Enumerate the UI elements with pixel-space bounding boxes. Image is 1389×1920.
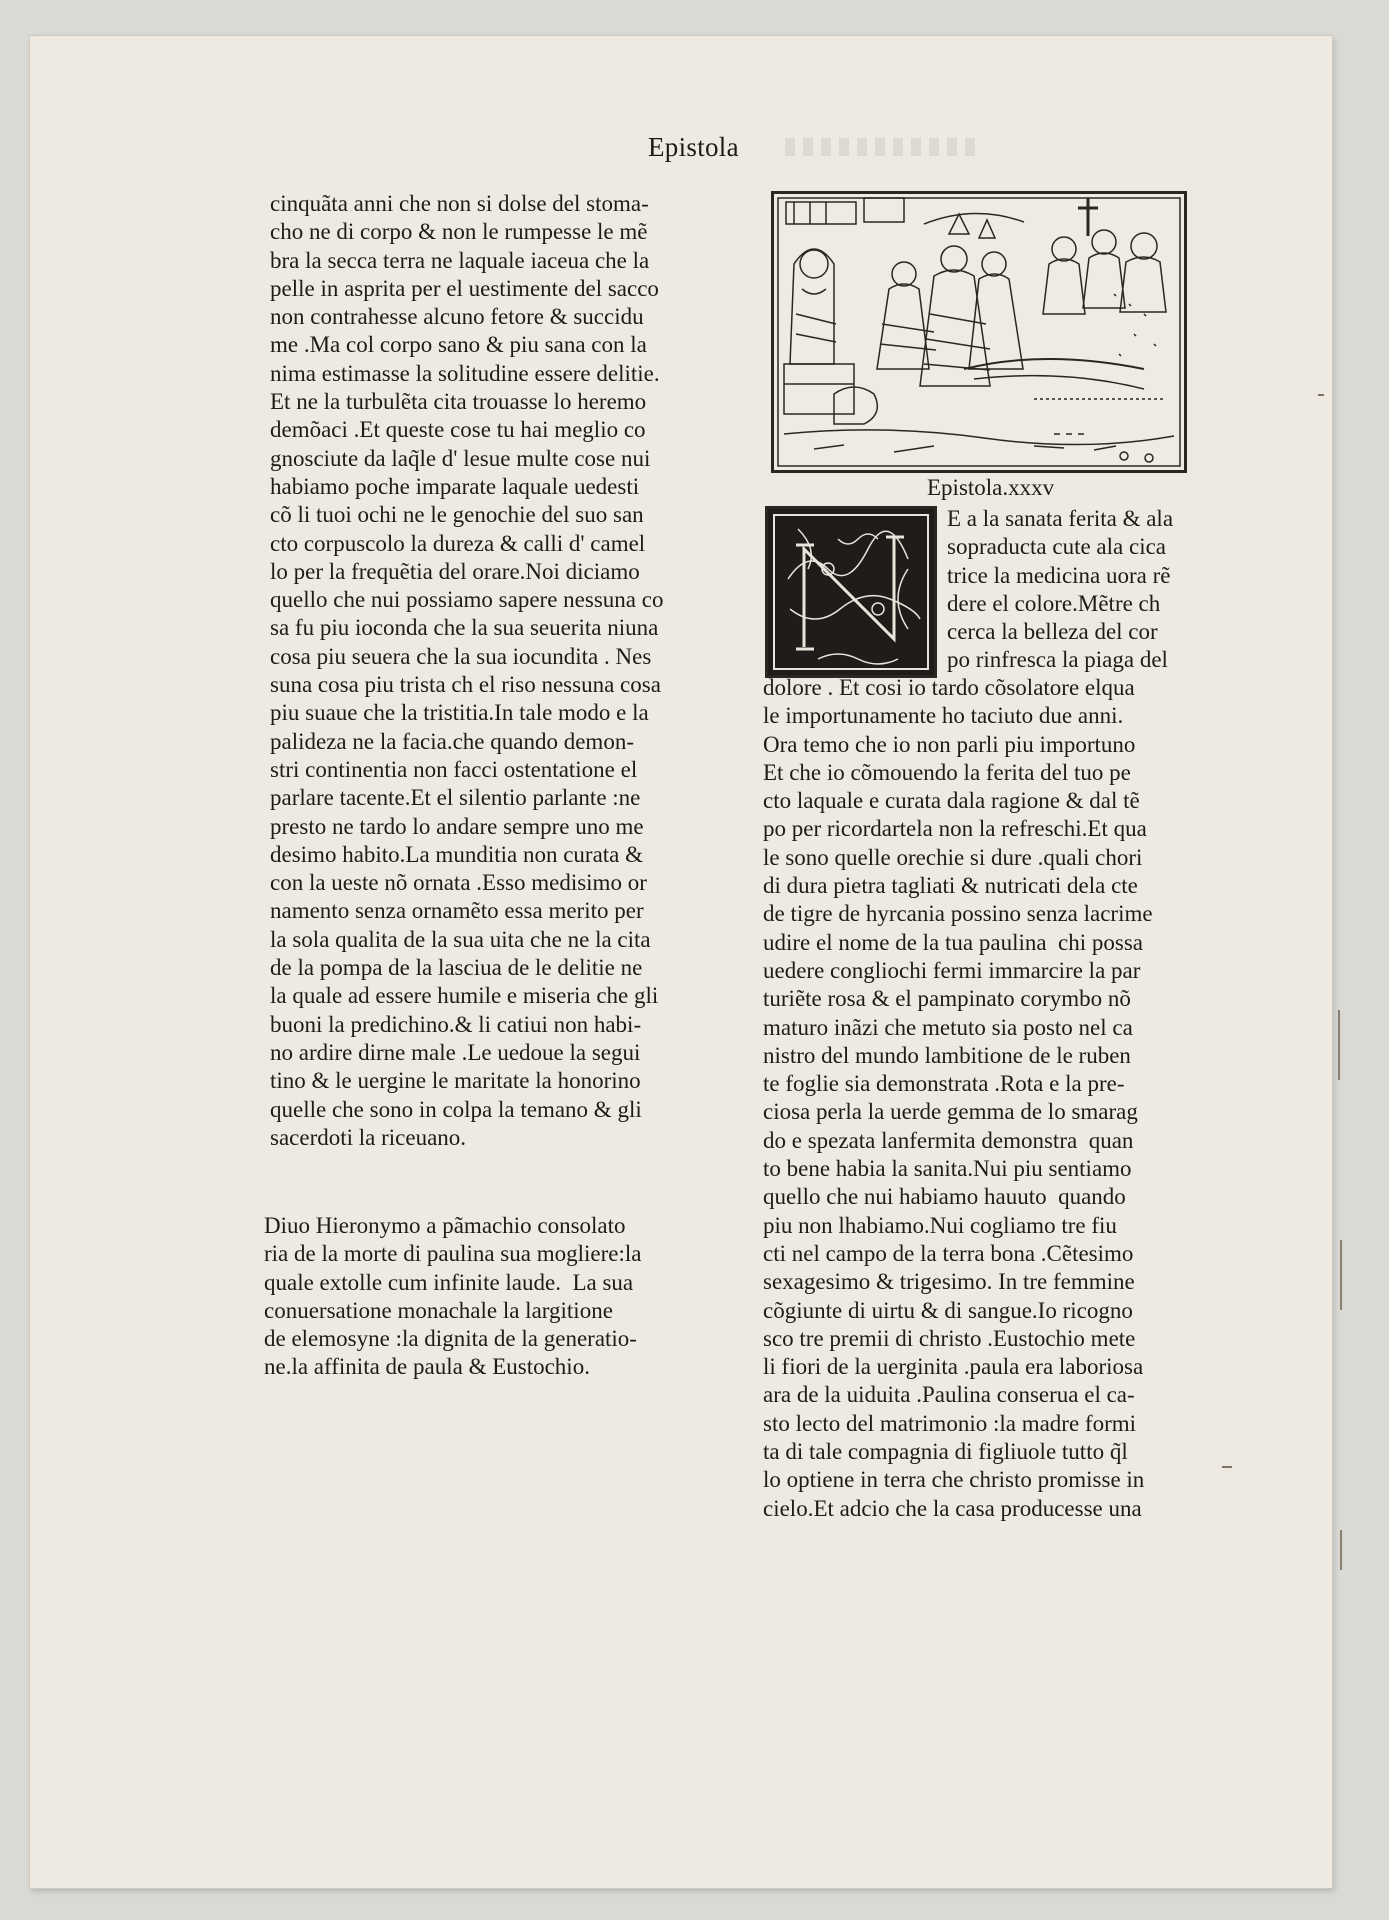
text-line: turiẽte rosa & el pampinato corymbo nõ xyxy=(763,986,1131,1012)
text-line: sco tre premii di christo .Eustochio mete xyxy=(763,1325,1136,1351)
margin-tick xyxy=(1222,1466,1232,1468)
text-line: sacerdoti la riceuano. xyxy=(270,1124,467,1150)
text-line: cerca la belleza del cor xyxy=(947,619,1158,645)
edge-mark xyxy=(1340,1240,1342,1310)
text-line: Et che io cõmouendo la ferita del tuo pe xyxy=(763,759,1131,785)
text-line: quale extolle cum infinite laude. La sua xyxy=(264,1269,634,1295)
text-line: lo per la frequẽtia del orare.Noi diciamo xyxy=(270,558,640,584)
text-line: la quale ad essere humile e miseria che gli xyxy=(270,983,659,1009)
text-line: con la ueste nõ ornata .Esso medisimo or xyxy=(270,870,647,896)
text-line: gnosciute da laq̃le d' lesue multe cose nui xyxy=(270,445,651,471)
woodcut-drawing xyxy=(774,194,1184,470)
text-line: cõ li tuoi ochi ne le genochie del suo san xyxy=(270,502,644,528)
text-line: ta di tale compagnia di figliuole tutto q̃l xyxy=(763,1439,1128,1465)
text-line: cto corpuscolo la dureza & calli d' camel xyxy=(270,530,646,556)
text-line: ciosa perla la uerde gemma de lo smarag xyxy=(763,1099,1138,1125)
text-line: dere el colore.Mẽtre ch xyxy=(947,590,1161,616)
text-line: do e spezata lanfermita demonstra quan xyxy=(763,1127,1134,1153)
text-line: ara de la uiduita .Paulina conserua el ca- xyxy=(763,1382,1135,1408)
text-line: quello che nui possiamo sapere nessuna co xyxy=(270,587,664,613)
text-line: no ardire dirne male .Le uedoue la segui xyxy=(270,1039,641,1065)
text-line: cho ne di corpo & non le rumpesse le mẽ xyxy=(270,219,648,245)
text-line: E a la sanata ferita & ala xyxy=(947,506,1174,531)
text-line: te foglie sia demonstrata .Rota e la pre- xyxy=(763,1071,1125,1097)
left-column xyxy=(270,190,663,1152)
text-line: cti nel campo de la terra bona .Cẽtesimo xyxy=(763,1240,1134,1266)
text-line: demõaci .Et queste cose tu hai meglio co xyxy=(270,417,646,443)
text-line: conuersatione monachale la largitione xyxy=(264,1297,613,1323)
text-line: di dura pietra tagliati & nutricati dela cte xyxy=(763,873,1138,899)
right-column-opening xyxy=(947,505,1173,675)
text-line: de tigre de hyrcania possino senza lacrime xyxy=(763,901,1153,927)
text-line: le sono quelle orechie si dure .quali chori xyxy=(763,844,1143,870)
text-line: presto ne tardo lo andare sempre uno me xyxy=(270,813,644,839)
text-line: quello che nui habiamo hauuto quando xyxy=(763,1184,1126,1210)
right-column xyxy=(763,674,1153,1523)
decorated-initial-icon xyxy=(765,506,937,678)
text-line: uedere congliochi fermi immarcire la par xyxy=(763,957,1141,983)
text-line: sopraducta cute ala cica xyxy=(947,534,1167,560)
left-column-rubric xyxy=(264,1212,641,1382)
text-line: maturo inãzi che metuto sia posto nel ca xyxy=(763,1014,1133,1040)
text-line: cõgiunte di uirtu & di sangue.Io ricogno xyxy=(763,1297,1133,1323)
text-line: suna cosa piu trista ch el riso nessuna cosa xyxy=(270,672,661,698)
epistle-caption: Epistola.xxxv xyxy=(927,475,1055,500)
text-line: habiamo poche imparate laquale uedesti xyxy=(270,473,640,499)
text-line: stri continentia non facci ostentatione el xyxy=(270,756,638,782)
text-line: to bene habia la sanita.Nui piu sentiamo xyxy=(763,1156,1132,1182)
text-line: sa fu piu ioconda che la sua seuerita niuna xyxy=(270,615,659,641)
text-line: sexagesimo & trigesimo. In tre femmine xyxy=(763,1269,1135,1295)
text-line: piu suaue che la tristitia.In tale modo e la xyxy=(270,700,649,726)
text-line: de elemosyne :la dignita de la generatio- xyxy=(264,1326,637,1352)
text-line: lo optiene in terra che christo promisse in xyxy=(763,1467,1145,1493)
text-line: nistro del mundo lambitione de le ruben xyxy=(763,1042,1131,1068)
edge-mark xyxy=(1340,1530,1342,1570)
text-line: Diuo Hieronymo a pãmachio consolato xyxy=(264,1213,626,1238)
edge-mark xyxy=(1338,1010,1340,1080)
text-line: namento senza ornamẽto essa merito per xyxy=(270,898,644,924)
text-line: desimo habito.La munditia non curata & xyxy=(270,841,644,867)
text-line: udire el nome de la tua paulina chi possa xyxy=(763,929,1144,955)
text-line: la sola qualita de la sua uita che ne la cita xyxy=(270,926,651,952)
text-line: ne.la affinita de paula & Eustochio. xyxy=(264,1354,590,1380)
text-line: Et ne la turbulẽta cita trouasse lo heremo xyxy=(270,389,647,415)
text-line: li fiori de la uerginita .paula era laboriosa xyxy=(763,1354,1144,1380)
text-line: quelle che sono in colpa la temano & gli xyxy=(270,1096,642,1122)
text-line: de la pompa de la lasciua de le delitie ne xyxy=(270,955,643,981)
text-line: bra la secca terra ne laquale iaceua che la xyxy=(270,247,650,273)
text-line: le importunamente ho taciuto due anni. xyxy=(763,703,1124,729)
text-line: me .Ma col corpo sano & piu sana con la xyxy=(270,332,647,358)
text-line: tino & le uergine le maritate la honorino xyxy=(270,1068,641,1094)
woodcut-illustration-icon xyxy=(771,191,1187,473)
text-line: cielo.Et adcio che la casa producesse una xyxy=(763,1495,1142,1521)
bleed-through xyxy=(785,138,975,156)
text-line: sto lecto del matrimonio :la madre formi xyxy=(763,1410,1137,1436)
text-line: pelle in asprita per el uestimente del sacco xyxy=(270,275,659,301)
text-line: cosa piu seuera che la sua iocundita . Nes xyxy=(270,643,652,669)
text-line: cinquãta anni che non si dolse del stoma- xyxy=(270,191,649,216)
text-line: piu non lhabiamo.Nui cogliamo tre fiu xyxy=(763,1212,1117,1238)
text-line: non contrahesse alcuno fetore & succidu xyxy=(270,304,644,330)
text-line: Ora temo che io non parli piu importuno xyxy=(763,731,1136,757)
text-line: ria de la morte di paulina sua mogliere:la xyxy=(264,1241,642,1267)
text-line: palideza ne la facia.che quando demon- xyxy=(270,728,634,754)
initial-drawing xyxy=(768,509,934,675)
text-line: dolore . Et cosi io tardo cõsolatore elqua xyxy=(763,675,1135,700)
text-line: po rinfresca la piaga del xyxy=(947,647,1168,673)
running-head: Epistola xyxy=(648,132,739,162)
text-line: nima estimasse la solitudine essere delitie. xyxy=(270,360,660,386)
text-line: cto laquale e curata dala ragione & dal tẽ xyxy=(763,788,1140,814)
text-line: buoni la predichino.& li catiui non habi- xyxy=(270,1011,642,1037)
margin-tick xyxy=(1318,394,1324,396)
text-line: po per ricordartela non la refreschi.Et qua xyxy=(763,816,1147,842)
text-line: parlare tacente.Et el silentio parlante :ne xyxy=(270,785,641,811)
text-line: trice la medicina uora rẽ xyxy=(947,562,1171,588)
